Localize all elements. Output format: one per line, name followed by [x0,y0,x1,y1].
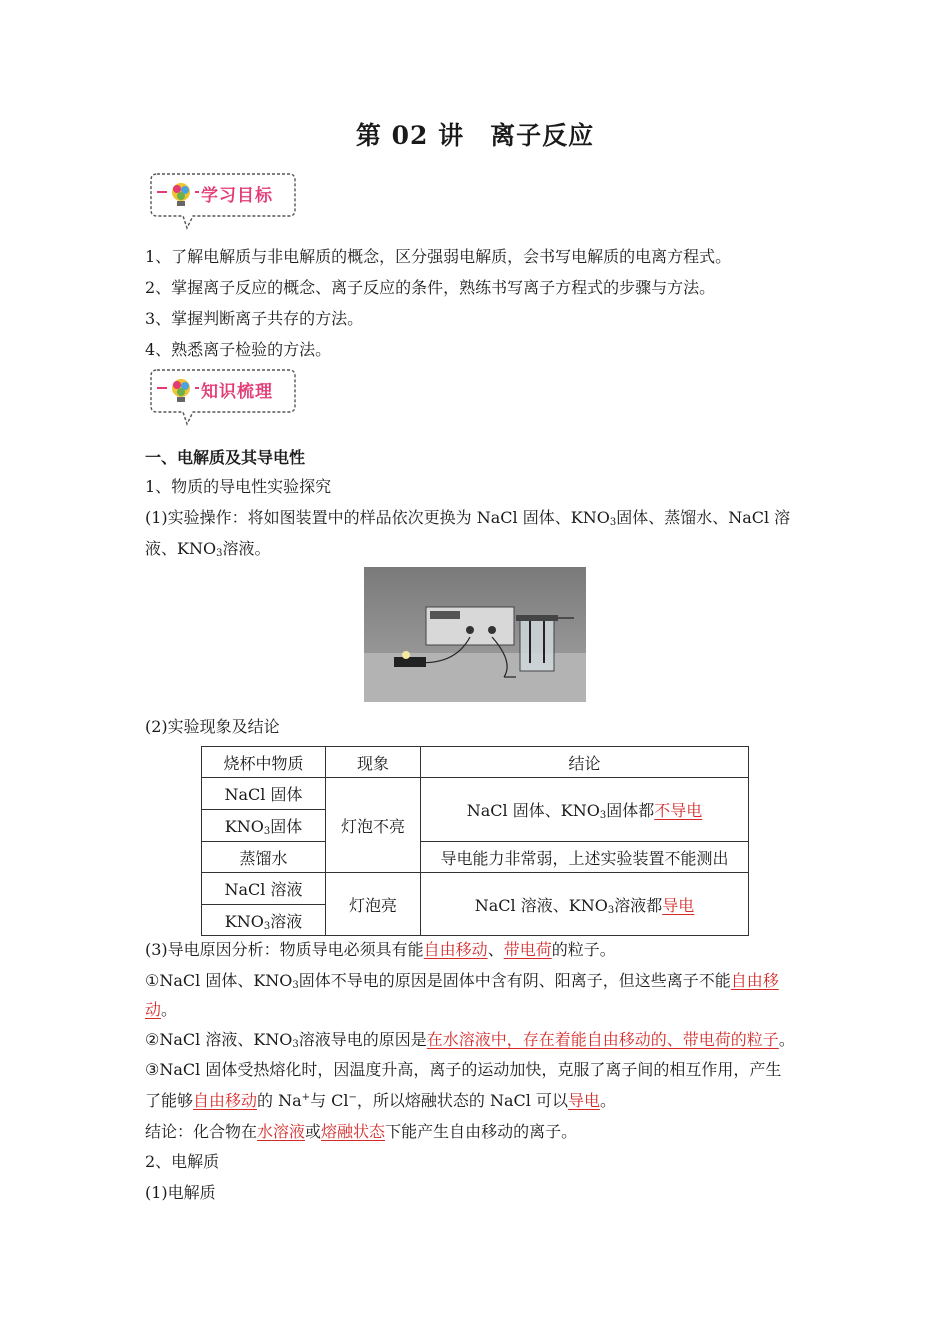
text-run: 。 [778,1030,795,1049]
answer-text: 导电 [567,1091,600,1110]
badge-label: 知识梳理 [201,382,273,402]
text-run: NaCl 固体、KNO [466,801,600,820]
paragraph-line [145,507,790,529]
text-run: ，所以熔融状态的 NaCl 可以 [356,1091,568,1110]
section-heading: 一、电解质及其导电性 [145,448,306,467]
text-run: 液、KNO [145,539,217,558]
table-row [202,842,749,873]
table-cell: NaCl 溶液 [202,873,326,905]
text-run: (3)导电原因分析：物质导电必须具有能 [145,940,424,959]
results-table [201,746,749,936]
text-run: 溶液导电的原因是 [298,1030,427,1049]
conclusion-line [145,1121,577,1143]
text-run: 与 Cl [310,1091,349,1110]
subscript: 3 [607,904,615,916]
answer-text: 自由移 [730,971,779,990]
answer-text: 自由移动 [423,940,488,959]
table-cell: 灯泡亮 [326,873,421,936]
text-run: 的 Na [257,1091,302,1110]
subsection-label: (2)实验现象及结论 [145,717,280,736]
table-header-cell: 现象 [326,747,421,778]
table-cell [202,905,326,936]
paragraph-line [145,999,177,1021]
answer-text: 动 [145,1000,162,1019]
table-cell: 导电能力非常弱，上述实验装置不能测出 [421,842,749,873]
text-run: NaCl 溶液、KNO [474,895,608,915]
paragraph-line: ③NaCl 固体受热熔化时，因温度升高，离子的运动加快，克服了离子间的相互作用，产生 [145,1060,782,1079]
page-title: 第 02 讲 离子反应 [355,121,595,150]
text-run: 了能够 [145,1091,194,1110]
text-run: 溶液。 [222,539,271,558]
text-run: (1)实验操作：将如图装置中的样品依次更换为 NaCl 固体、KNO [145,508,610,527]
text-run: 或 [305,1122,322,1141]
knowledge-review-badge [147,366,299,424]
text-run: 溶液 [270,911,303,931]
subscript: 3 [263,826,271,837]
superscript: + [301,1092,311,1103]
superscript: − [348,1092,357,1103]
answer-text: 水溶液 [257,1122,306,1141]
subscript: 3 [292,980,299,991]
apparatus-photo [364,567,586,702]
paragraph-line [145,939,616,961]
answer-text: 导电 [662,895,695,915]
subsection-heading: 2、电解质 [145,1152,220,1171]
table-cell: NaCl 固体 [202,778,326,810]
conductivity-apparatus-image [364,567,586,702]
text-run: 、 [487,940,504,959]
text-run: 固体 [270,817,303,836]
subscript: 3 [216,548,223,559]
learning-goals-badge [147,170,299,228]
table-header-cell: 结论 [421,747,749,778]
table-row [202,778,749,810]
text-run: 固体不导电的原因是固体中含有阴、阳离子，但这些离子不能 [298,971,731,990]
paragraph-line [145,1090,616,1112]
text-run: 固体都 [606,801,655,820]
answer-text: 熔融状态 [321,1122,386,1141]
goal-item: 1、了解电解质与非电解质的概念，区分强弱电解质，会书写电解质的电离方程式。 [145,247,732,266]
subscript: 3 [292,1039,299,1050]
table-cell [202,810,326,842]
goal-item: 2、掌握离子反应的概念、离子反应的条件，熟练书写离子方程式的步骤与方法。 [145,278,716,297]
answer-text: 自由移动 [193,1091,258,1110]
paragraph-line [145,970,779,992]
text-run: 。 [161,1000,178,1019]
paragraph-line [145,538,270,560]
text-run: 固体、蒸馏水、NaCl 溶 [616,508,791,527]
text-run: KNO [224,817,264,836]
subscript: 3 [609,517,617,528]
goal-item: 3、掌握判断离子共存的方法。 [145,309,364,328]
answer-text: 带电荷 [503,940,552,959]
goal-item: 4、熟悉离子检验的方法。 [145,340,332,359]
table-cell: 灯泡不亮 [326,778,421,873]
text-run: ②NaCl 溶液、KNO [145,1030,293,1049]
table-row [202,873,749,905]
table-header-cell: 烧杯中物质 [202,747,326,778]
subscript: 3 [263,920,271,932]
subsection-heading: 1、物质的导电性实验探究 [145,477,332,496]
answer-text: 在水溶液中，存在着能自由移动的、带电荷的粒子 [426,1030,779,1049]
text-run: 的粒子。 [551,940,616,959]
subscript: 3 [599,810,607,821]
text-run: ①NaCl 固体、KNO [145,971,293,990]
table-cell [421,873,749,936]
table-cell: 蒸馏水 [202,842,326,873]
table-header-row [202,747,749,778]
table-cell [421,778,749,842]
text-run: 。 [600,1091,617,1110]
badge-label: 学习目标 [201,186,273,206]
text-run: 结论：化合物在 [145,1122,258,1141]
paragraph-line [145,1029,795,1051]
text-run: KNO [224,911,264,931]
subsection-heading: (1)电解质 [145,1183,216,1202]
answer-text: 不导电 [654,801,703,820]
text-run: 溶液都 [614,895,663,915]
text-run: 下能产生自由移动的离子。 [385,1122,578,1141]
